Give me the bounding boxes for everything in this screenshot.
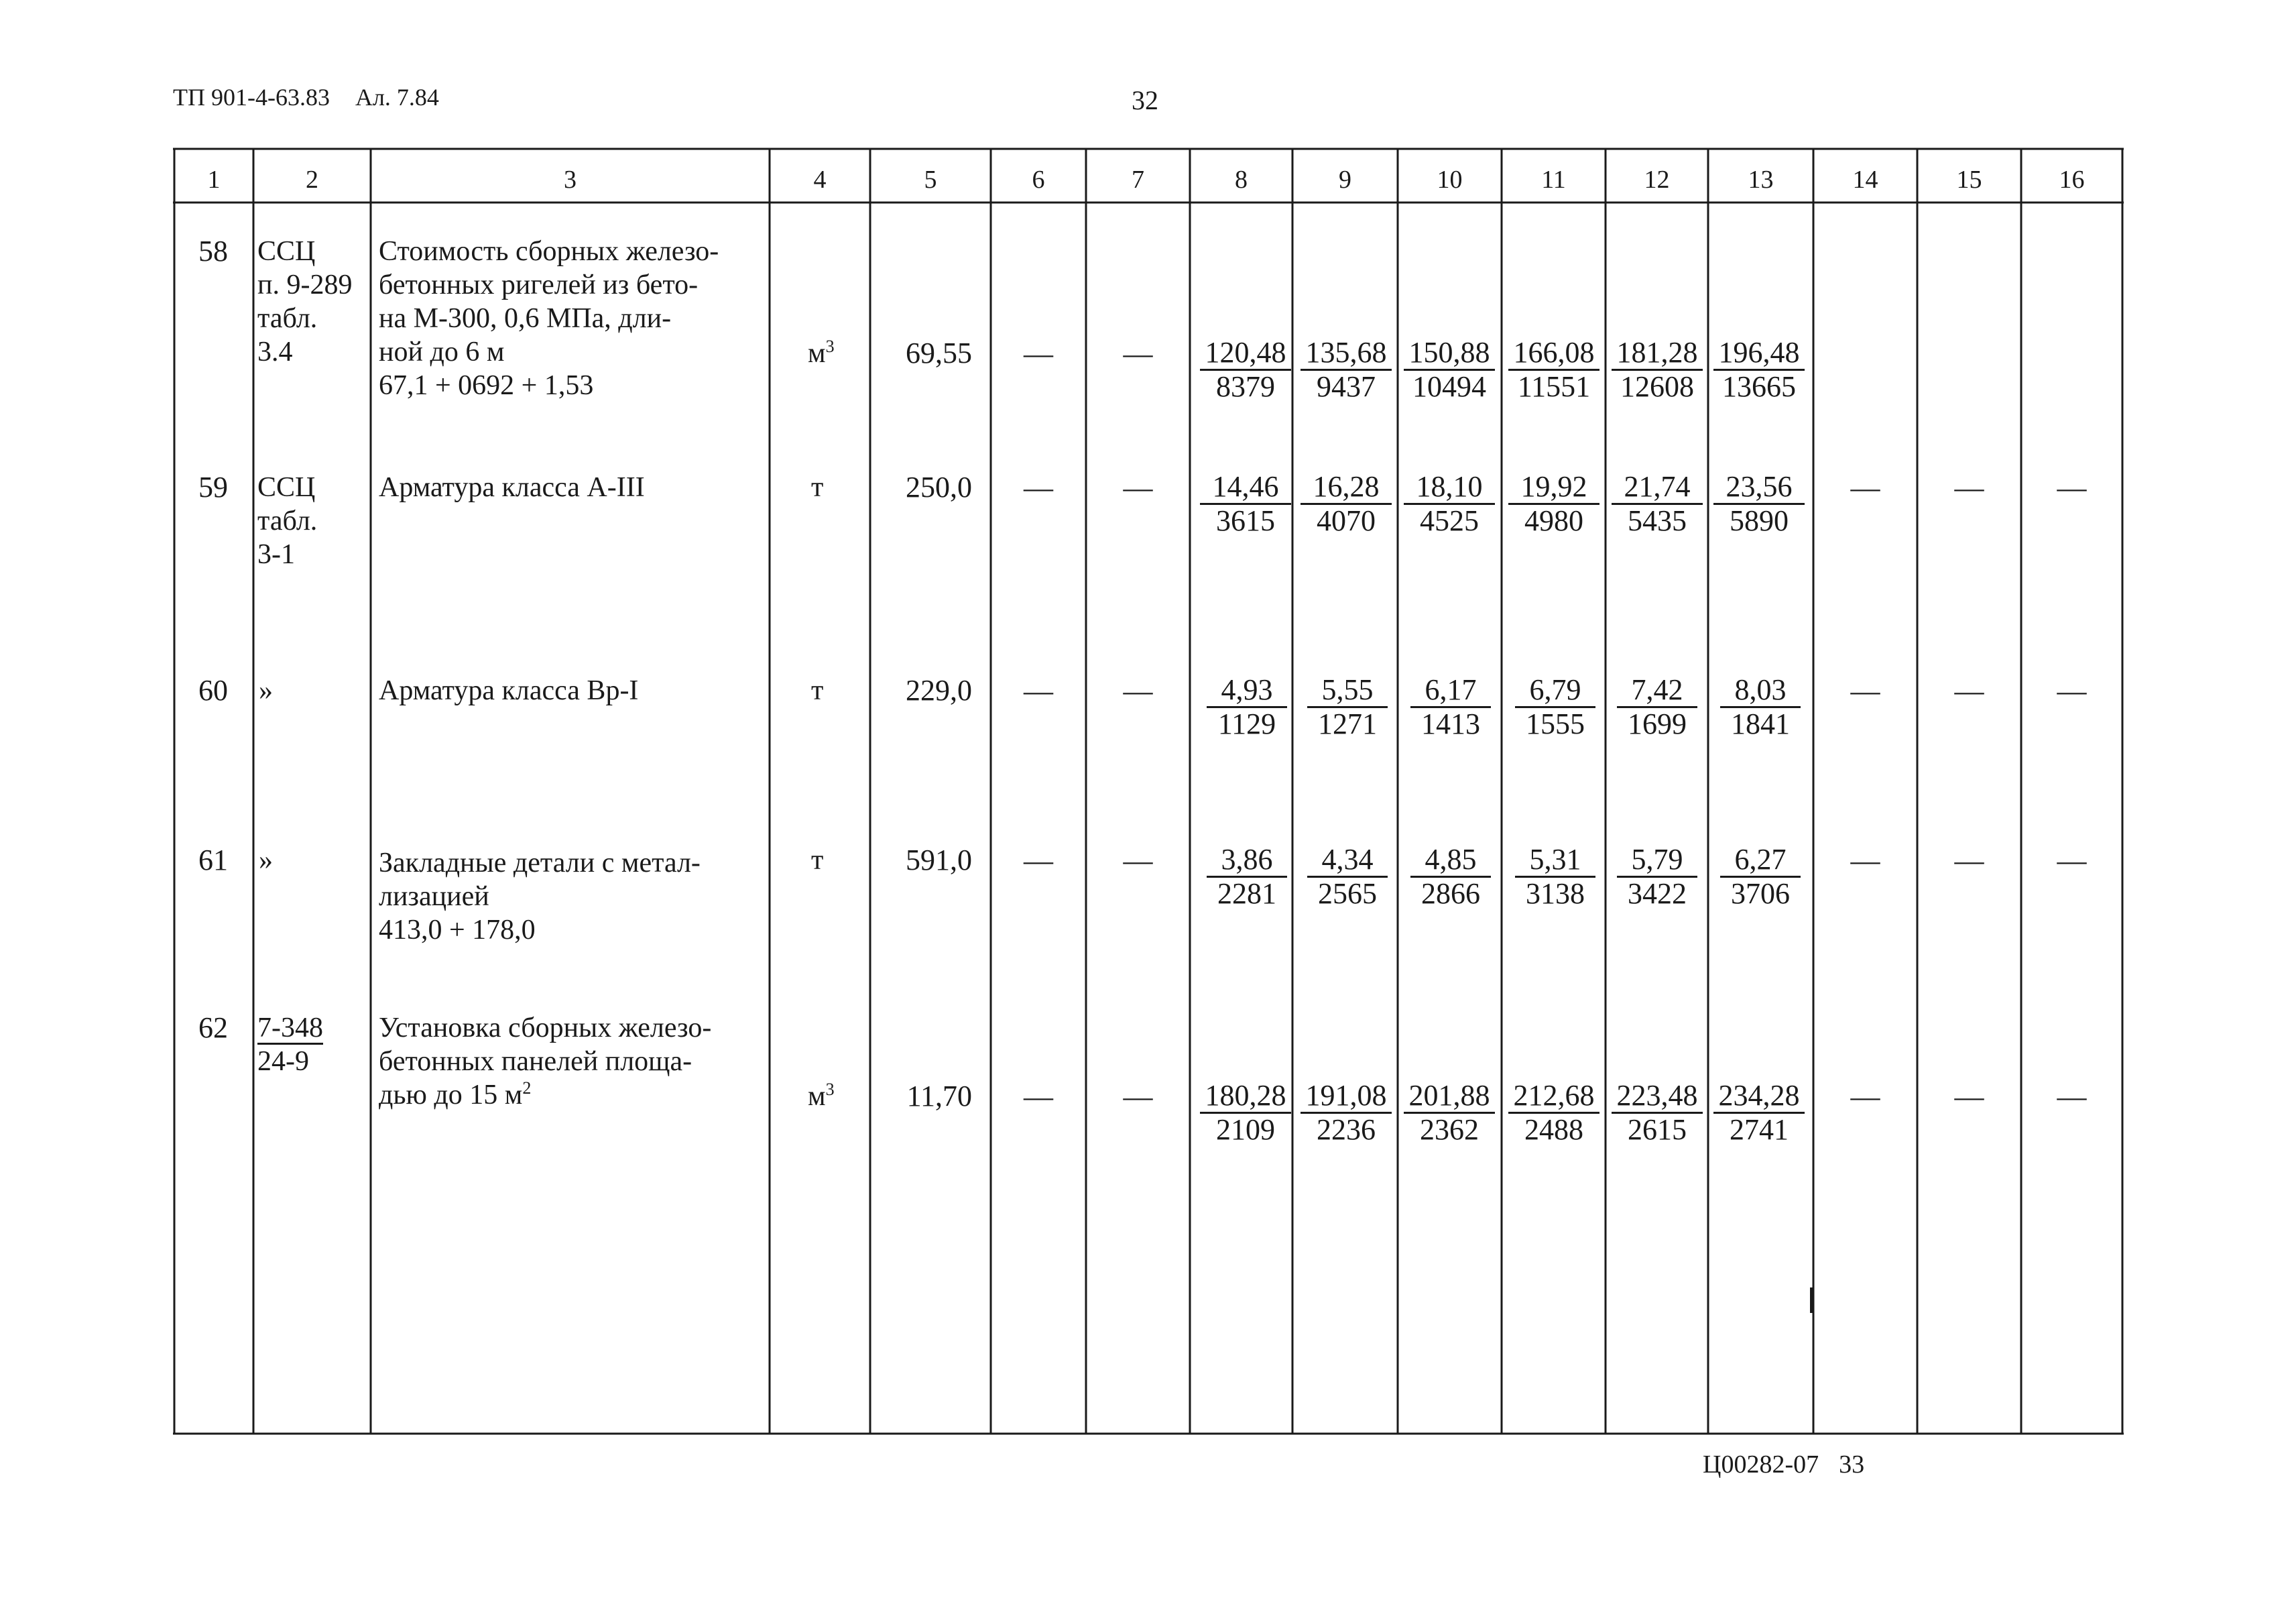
col-header: 15 [1956,166,1982,194]
col15-value: — [1954,1080,1984,1113]
col-header: 5 [924,166,937,194]
col-header: 11 [1541,166,1566,194]
col6-value: — [1024,675,1053,707]
value-fraction: $\frac{4,85}{2866}$ [1410,844,1491,910]
col7-value: — [1123,844,1153,877]
value-fraction: $\frac{166,08}{11551}$ [1508,337,1599,403]
value-fraction: $\frac{212,68}{2488}$ [1508,1080,1599,1146]
col16-value: — [2057,844,2087,877]
description: Арматура класса А-III [379,472,645,503]
value-fraction: $\frac{180,28}{2109}$ [1200,1080,1291,1146]
value-fraction: $\frac{4,34}{2565}$ [1307,844,1388,910]
footer-code: Ц00282-07 [1703,1450,1819,1479]
col6-value: — [1024,844,1053,877]
value-fraction: $\frac{150,88}{10494}$ [1404,337,1495,403]
unit-price: 229,0 [906,674,972,707]
col7-value: — [1123,1080,1153,1113]
col-header: 7 [1132,166,1144,194]
value-fraction: $\frac{6,79}{1555}$ [1515,674,1595,740]
value-fraction: $\frac{201,88}{2362}$ [1404,1080,1495,1146]
album-number: Ал. 7.84 [355,84,439,111]
description: Арматура класса Вр-I [379,675,639,706]
value-fraction: $\frac{4,93}{1129}$ [1207,674,1287,740]
value-fraction: $\frac{196,48}{13665}$ [1713,337,1805,403]
col6-value: — [1024,337,1053,370]
reference: ССЦ п. 9-289 табл. 3.4 [257,236,353,367]
reference: » [259,675,273,706]
row-number: 62 [198,1011,228,1044]
col-header: 9 [1339,166,1351,194]
unit-price: 591,0 [906,844,972,876]
page-number: 32 [1132,85,1158,115]
col14-value: — [1850,471,1880,504]
value-fraction: $\frac{5,31}{3138}$ [1515,844,1595,910]
value-fraction: $\frac{135,68}{9437}$ [1301,337,1392,403]
value-fraction: $\frac{5,79}{3422}$ [1617,844,1697,910]
value-fraction: $\frac{6,17}{1413}$ [1410,674,1491,740]
reference: » [259,845,273,876]
col15-value: — [1954,675,1984,707]
col-header: 1 [207,166,221,194]
description: Установка сборных железо- бетонных панелей площа- дью до 15 $м^2$ [379,1013,712,1110]
unit: т [811,675,824,706]
unit-price: 11,70 [906,1080,972,1112]
col14-value: — [1850,675,1880,707]
value-fraction: $\frac{21,74}{5435}$ [1612,471,1703,537]
col7-value: — [1123,471,1153,504]
value-fraction: $\frac{191,08}{2236}$ [1301,1080,1392,1146]
col-header: 4 [813,166,827,194]
col-header: 8 [1235,166,1248,194]
col6-value: — [1024,471,1053,504]
value-fraction: $\frac{223,48}{2615}$ [1612,1080,1703,1146]
col16-value: — [2057,471,2087,504]
footer-page-number: 33 [1839,1450,1865,1479]
col-header: 16 [2059,166,2085,194]
value-fraction: $\frac{7,42}{1699}$ [1617,674,1697,740]
row-number: 59 [198,471,228,504]
value-fraction: $\frac{16,28}{4070}$ [1301,471,1392,537]
col7-value: — [1123,675,1153,707]
value-fraction: $\frac{23,56}{5890}$ [1713,471,1805,537]
col14-value: — [1850,1080,1880,1113]
col14-value: — [1850,844,1880,877]
col-header: 13 [1748,166,1774,194]
col7-value: — [1123,337,1153,370]
col-header: 2 [306,166,318,194]
reference: 7-348 24-9 [257,1013,323,1077]
row-number: 58 [198,235,228,268]
unit-price: 250,0 [906,471,972,504]
value-fraction: $\frac{8,03}{1841}$ [1720,674,1801,740]
col15-value: — [1954,844,1984,877]
col-header: 10 [1437,166,1463,194]
value-fraction: $\frac{6,27}{3706}$ [1720,844,1801,910]
col16-value: — [2057,1080,2087,1113]
col16-value: — [2057,675,2087,707]
reference: ССЦ табл. 3-1 [257,472,318,570]
description: Закладные детали с метал- лизацией 413,0 + 178,0 [379,848,701,945]
unit: т [811,845,824,876]
value-fraction: $\frac{19,92}{4980}$ [1508,471,1599,537]
col-header: 3 [564,166,577,194]
col15-value: — [1954,471,1984,504]
unit-price: 69,55 [906,337,972,369]
doc-code: ТП 901-4-63.83 [173,84,330,111]
value-fraction: $\frac{181,28}{12608}$ [1612,337,1703,403]
value-fraction: $\frac{5,55}{1271}$ [1307,674,1388,740]
col-header: 12 [1644,166,1670,194]
col-header: 6 [1032,166,1045,194]
page-footer [1703,1450,1864,1479]
value-fraction: $\frac{14,46}{3615}$ [1200,471,1291,537]
value-fraction: $\frac{3,86}{2281}$ [1207,844,1287,910]
value-fraction: $\frac{234,28}{2741}$ [1713,1080,1805,1146]
unit: $м^3$ [808,337,835,369]
value-fraction: $\frac{120,48}{8379}$ [1200,337,1291,403]
value-fraction: $\frac{18,10}{4525}$ [1404,471,1495,537]
col6-value: — [1024,1080,1053,1113]
unit: т [811,472,824,503]
unit: $м^3$ [808,1080,835,1112]
row-number: 61 [198,844,228,876]
col-header: 14 [1852,166,1878,194]
row-number: 60 [198,674,228,707]
description: Стоимость сборных железо- бетонных ригелей из бето- на М-300, 0,6 МПа, дли- ной до 6 м 67,1 + 0692 + 1,53 [379,236,719,401]
